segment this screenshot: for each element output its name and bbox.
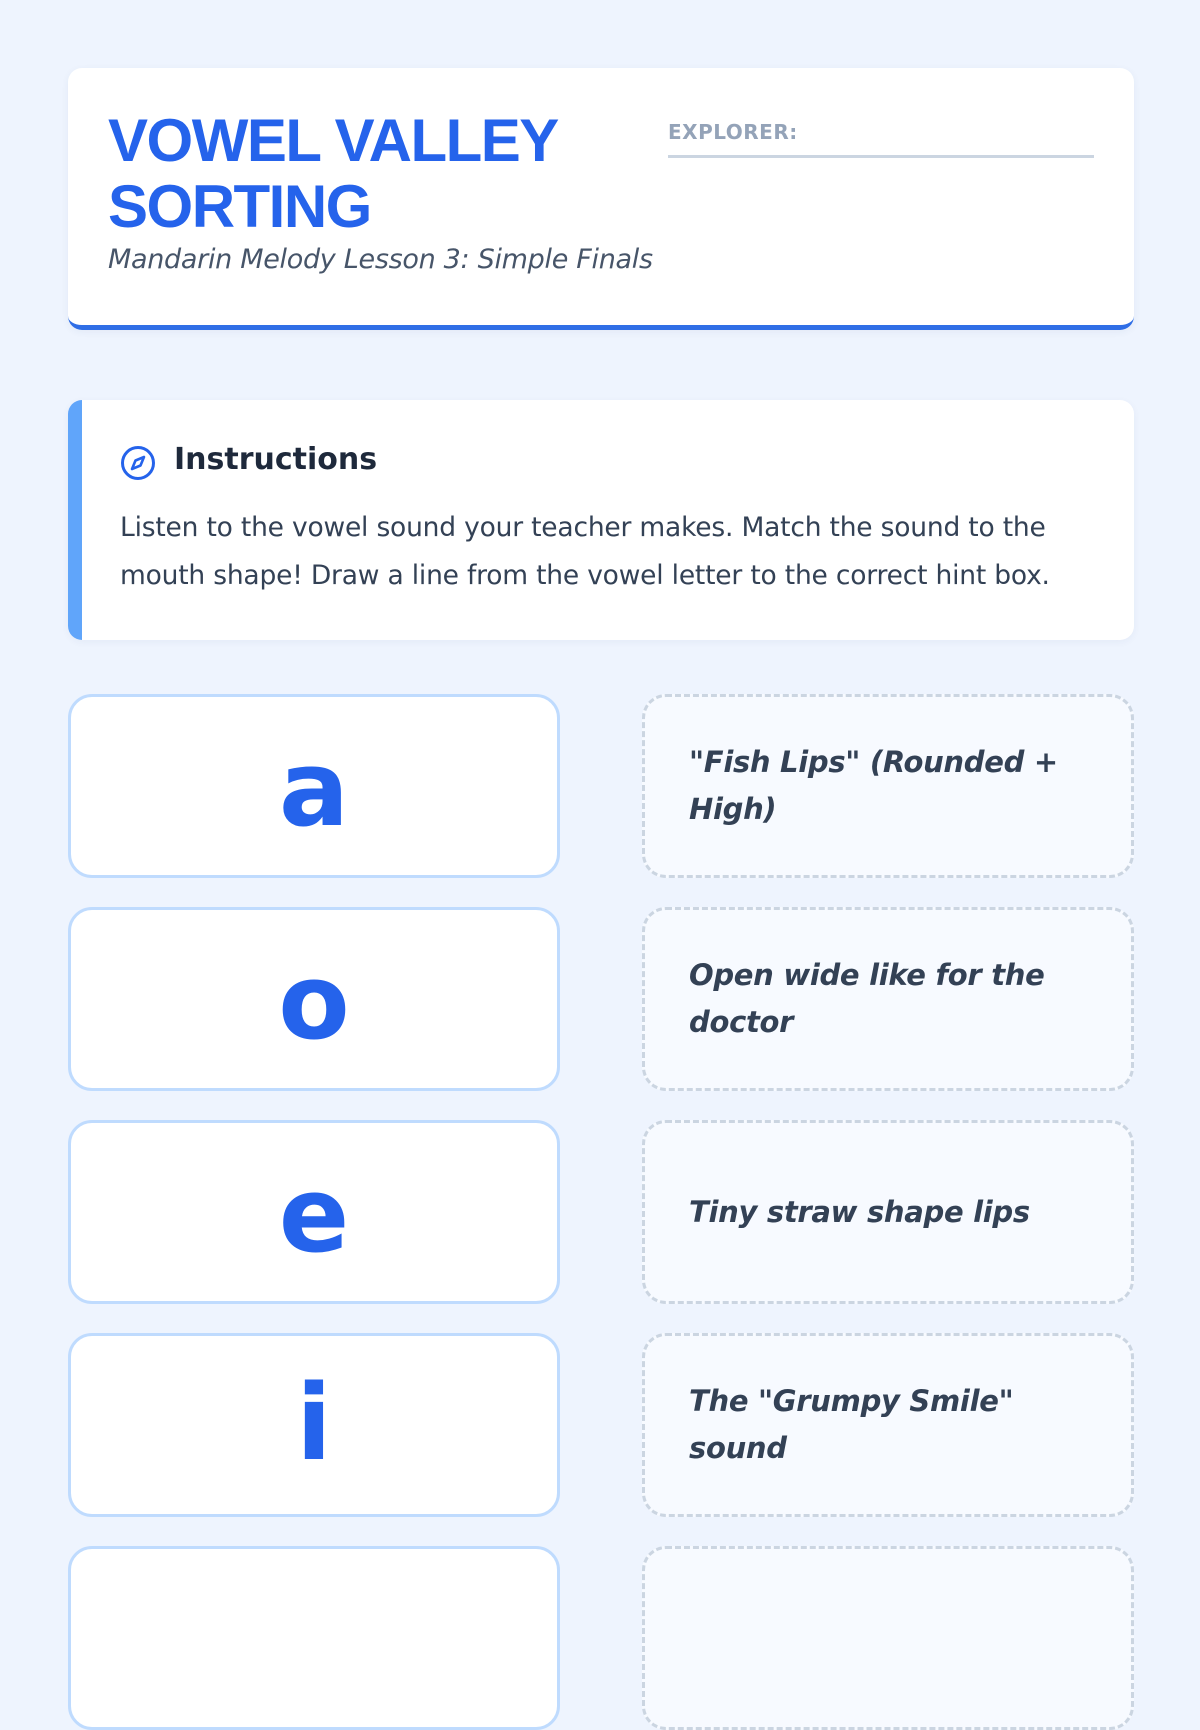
vowel-card-o[interactable]	[68, 907, 560, 1091]
hint-card-3[interactable]	[642, 1120, 1134, 1304]
header-card	[68, 68, 1134, 330]
instructions-accent-bar	[68, 400, 82, 640]
vowel-letter: e	[278, 1154, 350, 1276]
hint-text: Tiny straw shape lips	[689, 1194, 1030, 1229]
vowel-card-5[interactable]	[68, 1546, 560, 1730]
page-title: VOWEL VALLEY SORTING	[108, 107, 557, 240]
vowel-card-e[interactable]	[68, 1120, 560, 1304]
instructions-text: Listen to the vowel sound your teacher makes. Match the sound to the mouth shape! Draw a line from the vowel letter to the correct hint box.	[120, 512, 1050, 591]
explorer-label: EXPLORER:	[668, 120, 798, 144]
explorer-field	[668, 120, 1094, 158]
hint-text: Open wide like for the doctor	[689, 958, 1045, 1039]
vowel-card-a[interactable]	[68, 694, 560, 878]
vowel-letter: o	[278, 941, 350, 1063]
hint-card-4[interactable]	[642, 1333, 1134, 1517]
hint-card-1[interactable]	[642, 694, 1134, 878]
hint-text: The "Grumpy Smile" sound	[689, 1384, 1014, 1465]
instructions-title: Instructions	[174, 442, 378, 477]
hint-card-2[interactable]	[642, 907, 1134, 1091]
page-subtitle: Mandarin Melody Lesson 3: Simple Finals	[108, 244, 653, 275]
hint-card-5[interactable]	[642, 1546, 1134, 1730]
compass-icon	[120, 445, 156, 481]
vowel-letter: i	[296, 1362, 332, 1484]
explorer-name-input[interactable]	[778, 118, 1092, 152]
vowel-card-i[interactable]	[68, 1333, 560, 1517]
hint-text: "Fish Lips" (Rounded + High)	[689, 745, 1058, 826]
vowel-letter: a	[278, 728, 350, 850]
instructions-card	[68, 400, 1134, 640]
